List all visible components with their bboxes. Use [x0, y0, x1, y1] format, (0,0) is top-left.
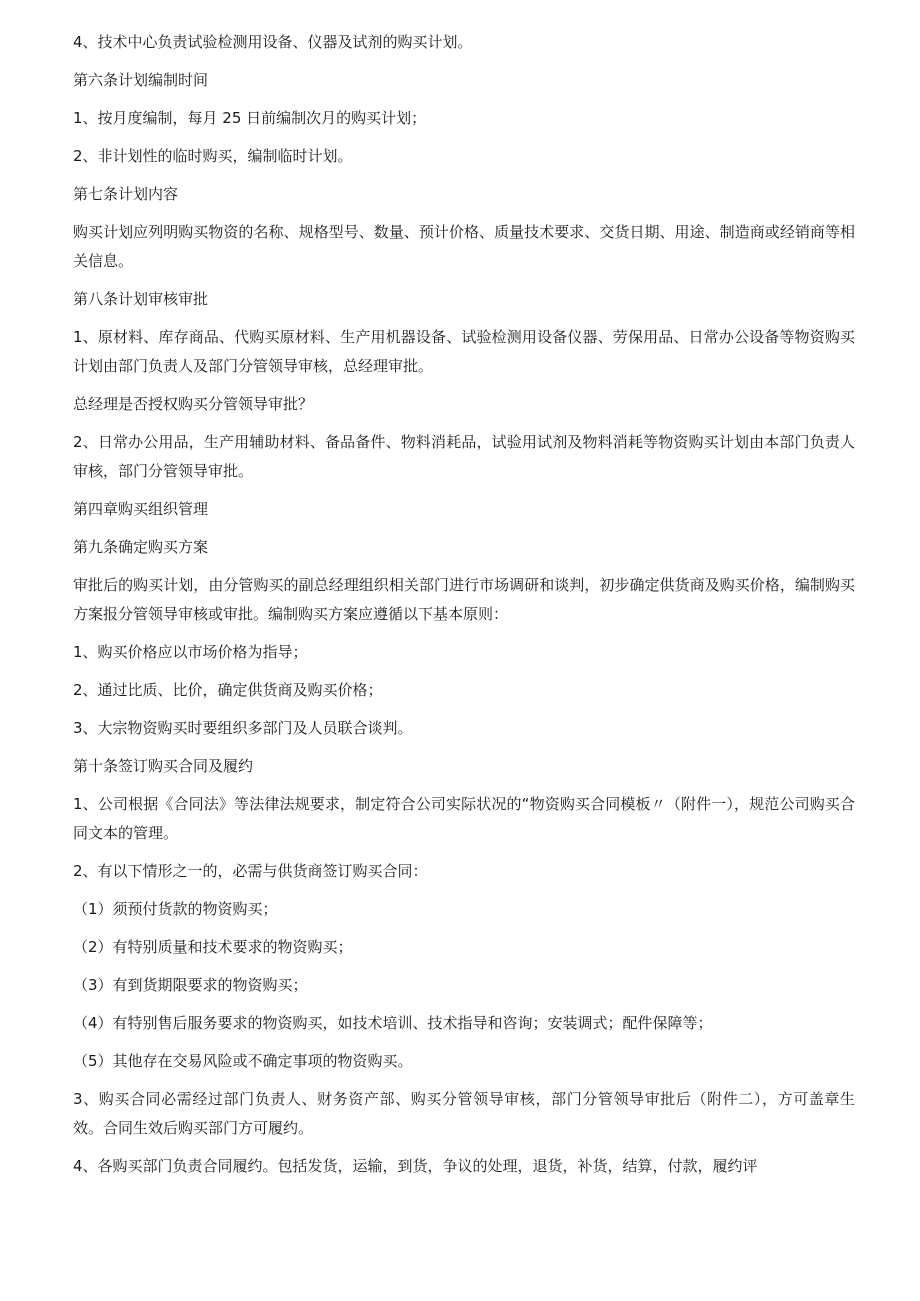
section-heading: 第七条计划内容: [73, 185, 179, 203]
list-item: （2）有特别质量和技术要求的物资购买；: [73, 938, 353, 956]
paragraph: 总经理是否授权购买分管领导审批？: [73, 395, 314, 413]
paragraph: 1、购买价格应以市场价格为指导；: [73, 643, 308, 661]
section-heading: 第九条确定购买方案: [73, 538, 209, 556]
paragraph: 3、大宗物资购买时要组织多部门及人员联合谈判。: [73, 719, 413, 737]
section-heading: 第六条计划编制时间: [73, 71, 209, 89]
list-item: （5）其他存在交易风险或不确定事项的物资购买。: [73, 1052, 413, 1070]
paragraph: 1、公司根据《合同法》等法律法规要求，制定符合公司实际状况的“物资购买合同模板〃（附件一），规范公司购买合同文本的管理。: [73, 795, 855, 842]
paragraph: 2、日常办公用品，生产用辅助材料、备品备件、物料消耗品，试验用试剂及物料消耗等物资购买计划由本部门负责人审核，部门分管领导审批。: [73, 433, 855, 480]
paragraph: 购买计划应列明购买物资的名称、规格型号、数量、预计价格、质量技术要求、交货日期、用途、制造商或经销商等相关信息。: [73, 223, 855, 270]
paragraph: 4、各购买部门负责合同履约。包括发货，运输，到货，争议的处理，退货，补货，结算，付款，履约评: [73, 1157, 758, 1175]
paragraph: 3、购买合同必需经过部门负责人、财务资产部、购买分管领导审核，部门分管领导审批后（附件二），方可盖章生效。合同生效后购买部门方可履约。: [73, 1090, 855, 1137]
section-heading: 第十条签订购买合同及履约: [73, 757, 254, 775]
paragraph: 1、按月度编制，每月 25 日前编制次月的购买计划；: [73, 109, 427, 127]
paragraph: 2、有以下情形之一的，必需与供货商签订购买合同：: [73, 862, 428, 880]
chapter-heading: 第四章购买组织管理: [73, 500, 209, 518]
list-item: （4）有特别售后服务要求的物资购买，如技术培训、技术指导和咨询；安装调式；配件保障等；: [73, 1014, 713, 1032]
paragraph: 2、通过比质、比价，确定供货商及购买价格；: [73, 681, 383, 699]
paragraph: 1、原材料、库存商品、代购买原材料、生产用机器设备、试验检测用设备仪器、劳保用品、日常办公设备等物资购买计划由部门负责人及部门分管领导审核，总经理审批。: [73, 328, 855, 375]
section-heading: 第八条计划审核审批: [73, 290, 209, 308]
paragraph: 2、非计划性的临时购买，编制临时计划。: [73, 147, 353, 165]
list-item: （1）须预付货款的物资购买；: [73, 900, 278, 918]
list-item: （3）有到货期限要求的物资购买；: [73, 976, 308, 994]
paragraph: 4、技术中心负责试验检测用设备、仪器及试剂的购买计划。: [73, 33, 473, 51]
document-page: [73, 28, 855, 1181]
paragraph: 审批后的购买计划，由分管购买的副总经理组织相关部门进行市场调研和谈判，初步确定供货商及购买价格，编制购买方案报分管领导审核或审批。编制购买方案应遵循以下基本原则：: [73, 576, 855, 623]
